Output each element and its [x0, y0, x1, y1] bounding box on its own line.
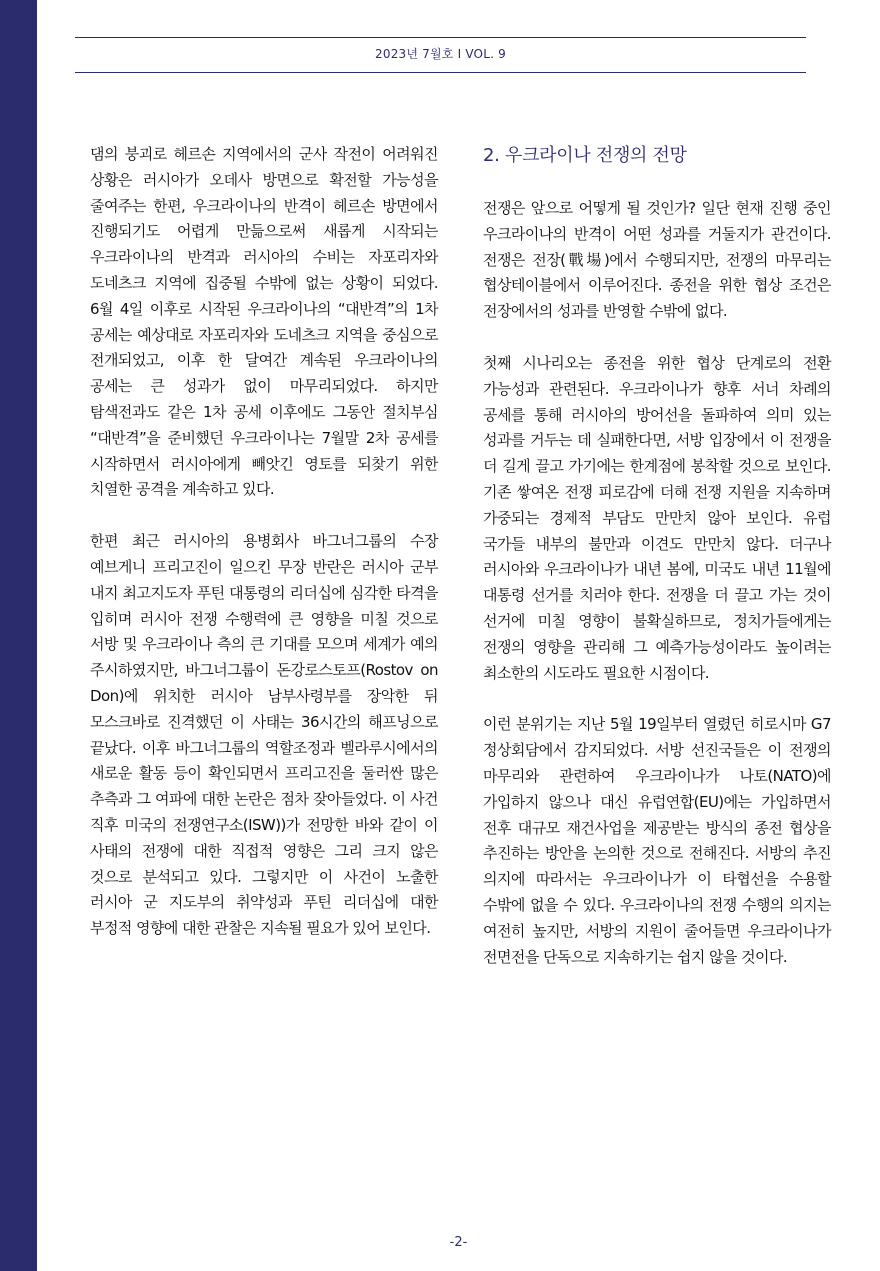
issue-label: 2023년 7월호 I VOL. 9 — [375, 47, 506, 61]
right-column — [483, 142, 831, 970]
body-paragraph: 첫째 시나리오는 종전을 위한 협상 단계로의 전환 가능성과 관련된다. 우크라이나가 향후 서너 차례의 공세를 통해 러시아의 방어선을 돌파하여 의미 있는 성과를 거두는 데 실패한다면, 서방 입장에서 이 전쟁을 더 길게 끌고 가기에는 한계점에 봉착할 것으로 보인다. 기존 쌓여온 전쟁 피로감에 더해 전쟁 지원을 지속하며 가중되는 경제적 부담도 만만치 않아 보인다. 유럽 국가들 내부의 불만과 이견도 만만치 않다. 더구나 러시아와 우크라이나가 내년 봄에, 미국도 내년 11월에 대통령 선거를 치러야 한다. 전쟁을 더 끌고 가는 것이 선거에 미칠 영향이 불확실하므로, 정치가들에게는 전쟁의 영향을 관리해 그 예측가능성이라도 높이려는 최소한의 시도라도 필요한 시점이다. — [483, 353, 831, 682]
body-paragraph: 한편 최근 러시아의 용병회사 바그너그룹의 수장 예브게니 프리고진이 일으킨 무장 반란은 러시아 군부 내지 최고지도자 푸틴 대통령의 리더십에 심각한 타격을 입히며 러시아 전쟁 수행력에 큰 영향을 미칠 것으로 서방 및 우크라이나 측의 큰 기대를 모으며 세계가 예의 주시하였지만, 바그너그룹이 돈강로스토프(Rostov on Don)에 위치한 러시아 남부사령부를 장악한 뒤 모스크바로 진격했던 이 사태는 36시간의 해프닝으로 끝났다. 이후 바그너그룹의 역할조정과 벨라루시에서의 새로운 활동 등이 확인되면서 프리고진을 둘러싼 많은 추측과 그 여파에 대한 논란은 점차 잦아들었다. 이 사건 직후 미국의 전쟁연구소(ISW))가 전망한 바와 같이 이 사태의 전쟁에 대한 직접적 영향은 그리 크지 않은 것으로 분석되고 있다. 그렇지만 이 사건이 노출한 러시아 군 지도부의 취약성과 푸틴 리더십에 대한 부정적 영향에 대한 관찰은 지속될 필요가 있어 보인다. — [90, 532, 438, 938]
page-number: -2- — [449, 1235, 468, 1250]
body-paragraph: 댐의 붕괴로 헤르손 지역에서의 군사 작전이 어려워진 상황은 러시아가 오데사 방면으로 확전할 가능성을 줄여주는 한편, 우크라이나의 반격이 헤르손 방면에서 진행되기도 어렵게 만듦으로써 새롭게 시작되는 우크라이나의 반격과 러시아의 수비는 자포리자와 도네츠크 지역에 집중될 수밖에 없는 상황이 되었다. 6월 4일 이후로 시작된 우크라이나의 “대반격”의 1차 공세는 예상대로 자포리자와 도네츠크 지역을 중심으로 전개되었고, 이후 한 달여간 계속된 우크라이나의 공세는 큰 성과가 없이 마무리되었다. 하지만 탐색전과도 같은 1차 공세 이후에도 그동안 절치부심 “대반격”을 준비했던 우크라이나는 7월말 2차 공세를 시작하면서 러시아에게 빼앗긴 영토를 되찾기 위한 치열한 공격을 계속하고 있다. — [90, 145, 438, 499]
body-paragraph: 전쟁은 앞으로 어떻게 될 것인가? 일단 현재 진행 중인 우크라이나의 반격이 어떤 성과를 거둘지가 관건이다. 전쟁은 전장(戰場)에서 수행되지만, 전쟁의 마무리는 협상테이블에서 이루어진다. 종전을 위한 협상 조건은 전장에서의 성과를 반영할 수밖에 없다. — [483, 199, 831, 321]
header-rule-top — [75, 37, 806, 38]
side-accent-bar — [0, 0, 37, 1271]
header-rule-bottom — [75, 72, 806, 73]
section-title: 2. 우크라이나 전쟁의 전망 — [483, 145, 687, 166]
body-paragraph: 이런 분위기는 지난 5월 19일부터 열렸던 히로시마 G7 정상회담에서 감지되었다. 서방 선진국들은 이 전쟁의 마무리와 관련하여 우크라이나가 나토(NATO)에 가입하지 않으나 대신 유럽연합(EU)에는 가입하면서 전후 대규모 재건사업을 제공받는 방식의 종전 협상을 추진하는 방안을 논의한 것으로 전해진다. 서방의 추진 의지에 따라서는 우크라이나가 이 타협선을 수용할 수밖에 없을 수 있다. 우크라이나의 전쟁 수행의 의지는 여전히 높지만, 서방의 지원이 줄어들면 우크라이나가 전면전을 단독으로 지속하기는 쉽지 않을 것이다. — [483, 715, 831, 966]
left-column — [90, 142, 438, 942]
